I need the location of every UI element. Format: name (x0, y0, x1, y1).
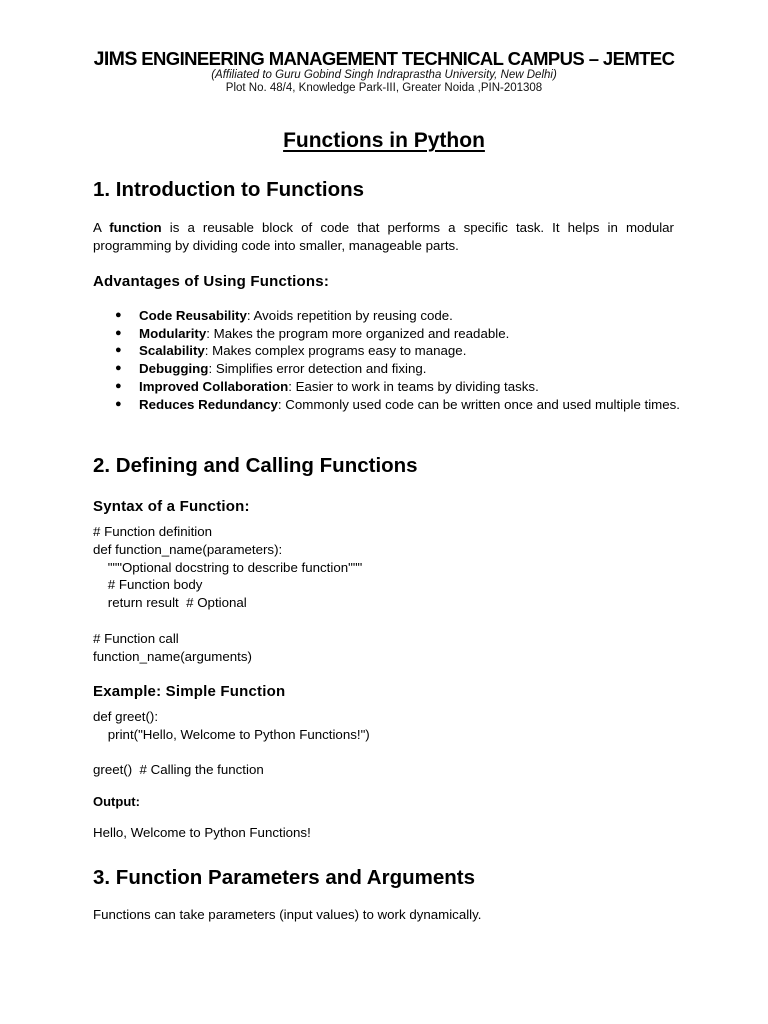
advantage-text: : Simplifies error detection and fixing. (208, 361, 427, 377)
example-code-block (93, 708, 370, 779)
code-line: print("Hello, Welcome to Python Functions!") (93, 726, 370, 742)
code-line: function_name(arguments) (93, 648, 252, 664)
example-heading: Example: Simple Function (93, 683, 286, 700)
institute-full-name: ENGINEERING MANAGEMENT TECHNICAL CAMPUS – JEMTEC (136, 48, 675, 69)
section-2-heading: 2. Defining and Calling Functions (93, 454, 418, 477)
bullet-icon: ● (115, 362, 122, 375)
list-item (93, 342, 683, 360)
section-3-intro: Functions can take parameters (input values) to work dynamically. (93, 907, 482, 922)
code-line: """Optional docstring to describe function""" (93, 559, 363, 575)
bullet-icon: ● (115, 344, 122, 357)
advantage-text: : Makes the program more organized and readable. (206, 325, 510, 341)
code-line: return result # Optional (93, 595, 247, 611)
advantages-list (93, 307, 683, 413)
institute-abbr: JIMS (93, 48, 137, 70)
code-line: greet() # Calling the function (93, 762, 264, 778)
code-line (93, 612, 362, 630)
document-title: Functions in Python (283, 129, 485, 152)
advantage-term: Debugging (139, 361, 209, 377)
code-line: # Function body (93, 577, 203, 593)
advantage-text: : Avoids repetition by reusing code. (246, 308, 453, 323)
syntax-heading: Syntax of a Function: (93, 498, 250, 515)
syntax-code-block (93, 523, 362, 665)
institute-affiliation: (Affiliated to Guru Gobind Singh Indraprastha University, New Delhi) (211, 69, 557, 81)
section-1-heading: 1. Introduction to Functions (93, 178, 365, 201)
list-item (93, 307, 683, 325)
list-item (93, 378, 683, 396)
institute-address: Plot No. 48/4, Knowledge Park-III, Greater Noida ,PIN-201308 (225, 82, 543, 94)
intro-post: is a reusable block of code that performs a specific task. It helps in modular programming by dividing code into smaller, manageable parts. (93, 220, 674, 253)
code-line: def greet(): (93, 709, 159, 724)
output-label: Output: (93, 794, 140, 809)
advantage-term: Code Reusability (139, 308, 247, 323)
bullet-icon: ● (115, 326, 122, 339)
code-line (93, 744, 370, 762)
code-line: def function_name(parameters): (93, 541, 283, 557)
advantage-text: : Commonly used code can be written once and used multiple times. (277, 396, 680, 412)
code-line: # Function call (93, 630, 179, 646)
institute-name (0, 48, 768, 70)
intro-bold-term: function (109, 220, 162, 235)
list-item (93, 325, 683, 343)
advantage-term: Reduces Redundancy (139, 396, 278, 412)
advantage-text: : Makes complex programs easy to manage. (204, 343, 467, 359)
advantage-term: Improved Collaboration (139, 378, 289, 394)
output-text: Hello, Welcome to Python Functions! (93, 825, 311, 840)
advantage-term: Scalability (139, 343, 205, 359)
advantages-heading: Advantages of Using Functions: (93, 273, 330, 290)
advantage-term: Modularity (139, 325, 207, 341)
section-3-heading: 3. Function Parameters and Arguments (93, 866, 475, 889)
intro-pre: A (93, 220, 110, 235)
bullet-icon: ● (115, 309, 122, 321)
list-item (93, 396, 683, 414)
list-item (93, 360, 683, 378)
advantage-text: : Easier to work in teams by dividing tasks. (288, 378, 539, 394)
section-1-intro (93, 219, 674, 255)
bullet-icon: ● (115, 397, 122, 410)
code-line: # Function definition (93, 524, 213, 539)
bullet-icon: ● (115, 379, 122, 392)
